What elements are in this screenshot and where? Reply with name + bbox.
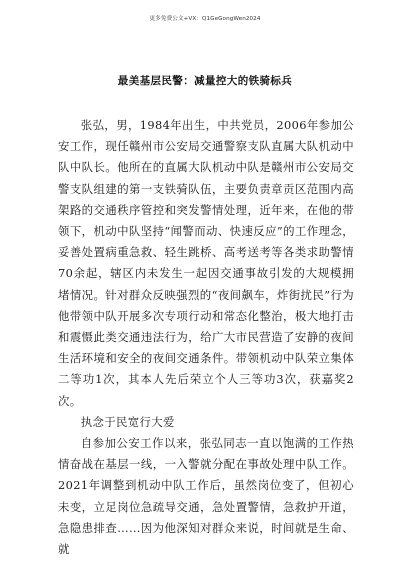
body-paragraph: 张弘，男，1984年出生，中共党员，2006年参加公安工作，现任赣州市公安局交通警察支队直属大队机动中队中队长。他所在的直属大队机动中队是赣州市公安局交警支队组建的第一支铁骑队伍，主要负责章贡区范围内高架路的交通秩序管控和突发警情处理，近年来，在他的带领下，机动中队坚持“闻警而动、快速反应”的工作理念，妥善处置病重急救、轻生跳桥、高考送考等各类求助警情70余起，辖区内未发生一起因交通事故引发的大规模拥堵情况。针对群众反映强烈的“夜间飙车，炸街扰民”行为他带领中队开展多次专项行动和常态化整治，极大地打击和震慑此类交通违法行为，给广大市民营造了安静的夜间生活环境和安全的夜间交通条件。带领机动中队荣立集体二等功1次，其本人先后荣立个人三等功3次，获嘉奖2次。 [58, 118, 354, 408]
header-note: 更多免费公文+VX：Q1GeGongWen2024 [149, 16, 261, 22]
document-body [58, 115, 354, 560]
document-title: 最美基层民警：减量控大的铁骑标兵 [117, 75, 293, 87]
section-subheading: 执念于民宽行大爱 [80, 414, 175, 429]
body-paragraph: 自参加公安工作以来，张弘同志一直以饱满的工作热情奋战在基层一线，一入警就分配在事故处理中队工作。2021年调整到机动中队工作后，虽然岗位变了，但初心未变，立足岗位急疏导交通，急处置警情，急救护开道，急隐患排查……因为他深知对群众来说，时间就是生命、就 [58, 436, 354, 557]
